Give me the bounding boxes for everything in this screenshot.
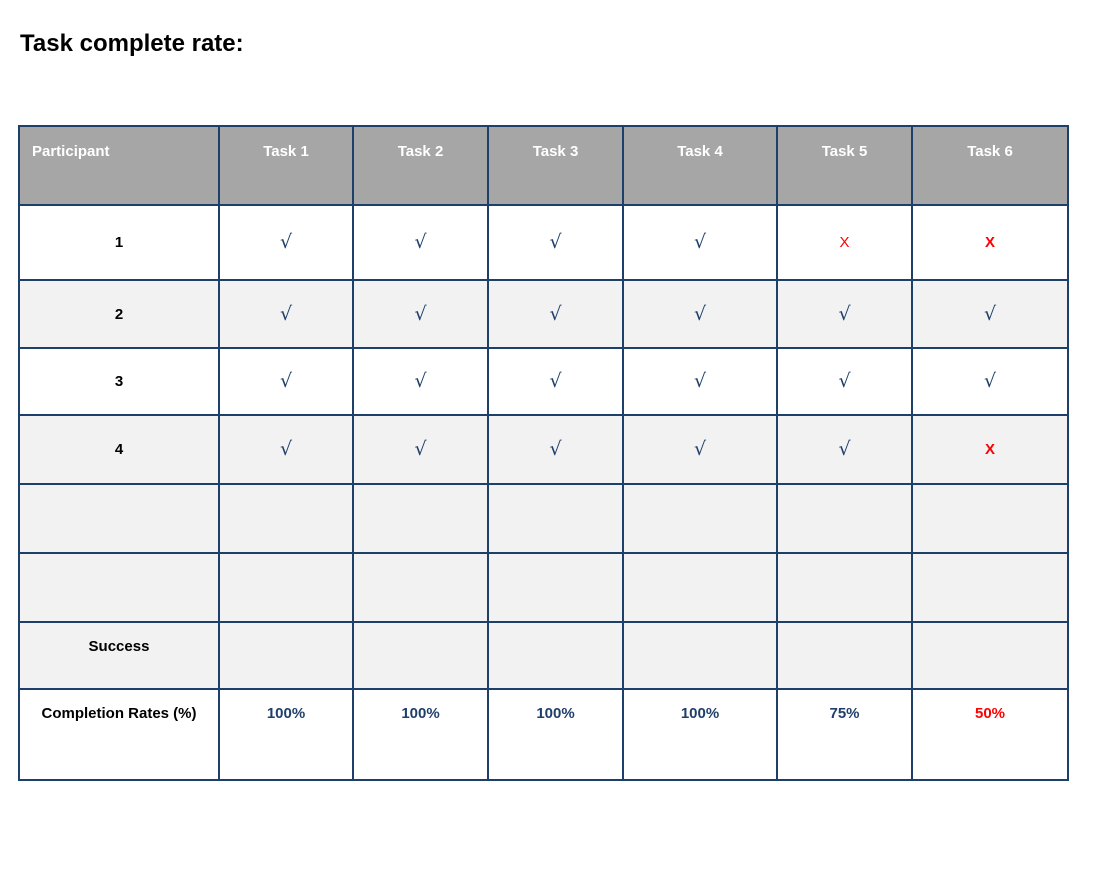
result-cell <box>623 415 777 484</box>
completion-rate: 100% <box>266 705 306 722</box>
empty-row <box>19 484 1068 553</box>
empty-cell <box>777 553 912 622</box>
completion-rate-cell <box>777 689 912 780</box>
result-cell <box>777 415 912 484</box>
result-cell <box>219 205 353 280</box>
header-task-1: Task 1 <box>219 126 353 205</box>
empty-cell <box>623 484 777 553</box>
check-mark-icon: √ <box>838 438 851 460</box>
result-cell <box>488 205 623 280</box>
completion-rate: 100% <box>536 705 575 722</box>
completion-row <box>19 689 1068 780</box>
completion-rate-cell <box>219 689 353 780</box>
completion-rate-cell <box>488 689 623 780</box>
empty-cell <box>219 553 353 622</box>
completion-rate: 100% <box>680 705 720 722</box>
check-mark-icon: √ <box>414 370 427 392</box>
participant-id: 1 <box>19 205 219 280</box>
result-cell <box>353 205 488 280</box>
check-mark-icon: √ <box>279 302 293 325</box>
header-participant: Participant <box>19 126 219 205</box>
completion-rate-cell <box>353 689 488 780</box>
page-title: Task complete rate: <box>20 30 244 57</box>
result-cell <box>623 205 777 280</box>
empty-cell <box>19 484 219 553</box>
check-mark-icon: √ <box>414 231 427 253</box>
check-mark-icon: √ <box>279 370 293 392</box>
table-row <box>19 205 1068 280</box>
cross-mark-icon: X <box>984 234 995 251</box>
check-mark-icon: √ <box>414 302 427 325</box>
result-cell <box>912 348 1068 415</box>
empty-row <box>19 553 1068 622</box>
header-row <box>19 126 1068 205</box>
header-task-2: Task 2 <box>353 126 488 205</box>
result-cell <box>219 348 353 415</box>
result-cell <box>219 280 353 348</box>
empty-cell <box>219 484 353 553</box>
empty-cell <box>912 553 1068 622</box>
empty-cell <box>912 622 1068 689</box>
empty-cell <box>19 553 219 622</box>
empty-cell <box>353 553 488 622</box>
completion-rate: 75% <box>829 705 860 722</box>
result-cell <box>912 205 1068 280</box>
participant-id: 2 <box>19 280 219 348</box>
result-cell <box>777 280 912 348</box>
header-task-3: Task 3 <box>488 126 623 205</box>
participant-id: 4 <box>19 415 219 484</box>
result-cell <box>623 280 777 348</box>
result-cell <box>777 348 912 415</box>
check-mark-icon: √ <box>983 302 997 325</box>
completion-rate-cell <box>623 689 777 780</box>
result-cell <box>219 415 353 484</box>
check-mark-icon: √ <box>549 370 562 392</box>
check-mark-icon: √ <box>549 302 562 325</box>
header-task-5: Task 5 <box>777 126 912 205</box>
check-mark-icon: √ <box>838 370 851 392</box>
result-cell <box>488 280 623 348</box>
completion-rate-cell <box>912 689 1068 780</box>
result-cell <box>912 280 1068 348</box>
result-cell <box>488 415 623 484</box>
cross-mark-icon: X <box>839 234 850 251</box>
check-mark-icon: √ <box>693 438 707 460</box>
result-cell <box>353 280 488 348</box>
cross-mark-icon: X <box>984 441 995 458</box>
empty-cell <box>488 622 623 689</box>
header-task-6: Task 6 <box>912 126 1068 205</box>
completion-rate: 100% <box>401 705 440 722</box>
check-mark-icon: √ <box>549 438 562 460</box>
task-completion-table <box>18 125 1069 781</box>
empty-cell <box>623 622 777 689</box>
result-cell <box>623 348 777 415</box>
completion-label: Completion Rates (%) <box>19 689 219 780</box>
check-mark-icon: √ <box>838 302 851 325</box>
check-mark-icon: √ <box>693 370 707 392</box>
empty-cell <box>623 553 777 622</box>
result-cell <box>353 415 488 484</box>
success-label: Success <box>19 622 219 689</box>
check-mark-icon: √ <box>549 231 562 253</box>
table-row <box>19 280 1068 348</box>
check-mark-icon: √ <box>983 370 997 392</box>
empty-cell <box>353 622 488 689</box>
table-row <box>19 348 1068 415</box>
result-cell <box>912 415 1068 484</box>
empty-cell <box>912 484 1068 553</box>
completion-rate: 50% <box>974 705 1006 722</box>
empty-cell <box>488 484 623 553</box>
empty-cell <box>219 622 353 689</box>
participant-id: 3 <box>19 348 219 415</box>
result-cell <box>488 348 623 415</box>
empty-cell <box>353 484 488 553</box>
check-mark-icon: √ <box>414 438 427 460</box>
success-row <box>19 622 1068 689</box>
check-mark-icon: √ <box>279 438 293 460</box>
check-mark-icon: √ <box>693 302 707 325</box>
empty-cell <box>488 553 623 622</box>
empty-cell <box>777 622 912 689</box>
check-mark-icon: √ <box>279 231 293 253</box>
result-cell <box>353 348 488 415</box>
check-mark-icon: √ <box>693 231 707 253</box>
result-cell <box>777 205 912 280</box>
header-task-4: Task 4 <box>623 126 777 205</box>
table-row <box>19 415 1068 484</box>
empty-cell <box>777 484 912 553</box>
